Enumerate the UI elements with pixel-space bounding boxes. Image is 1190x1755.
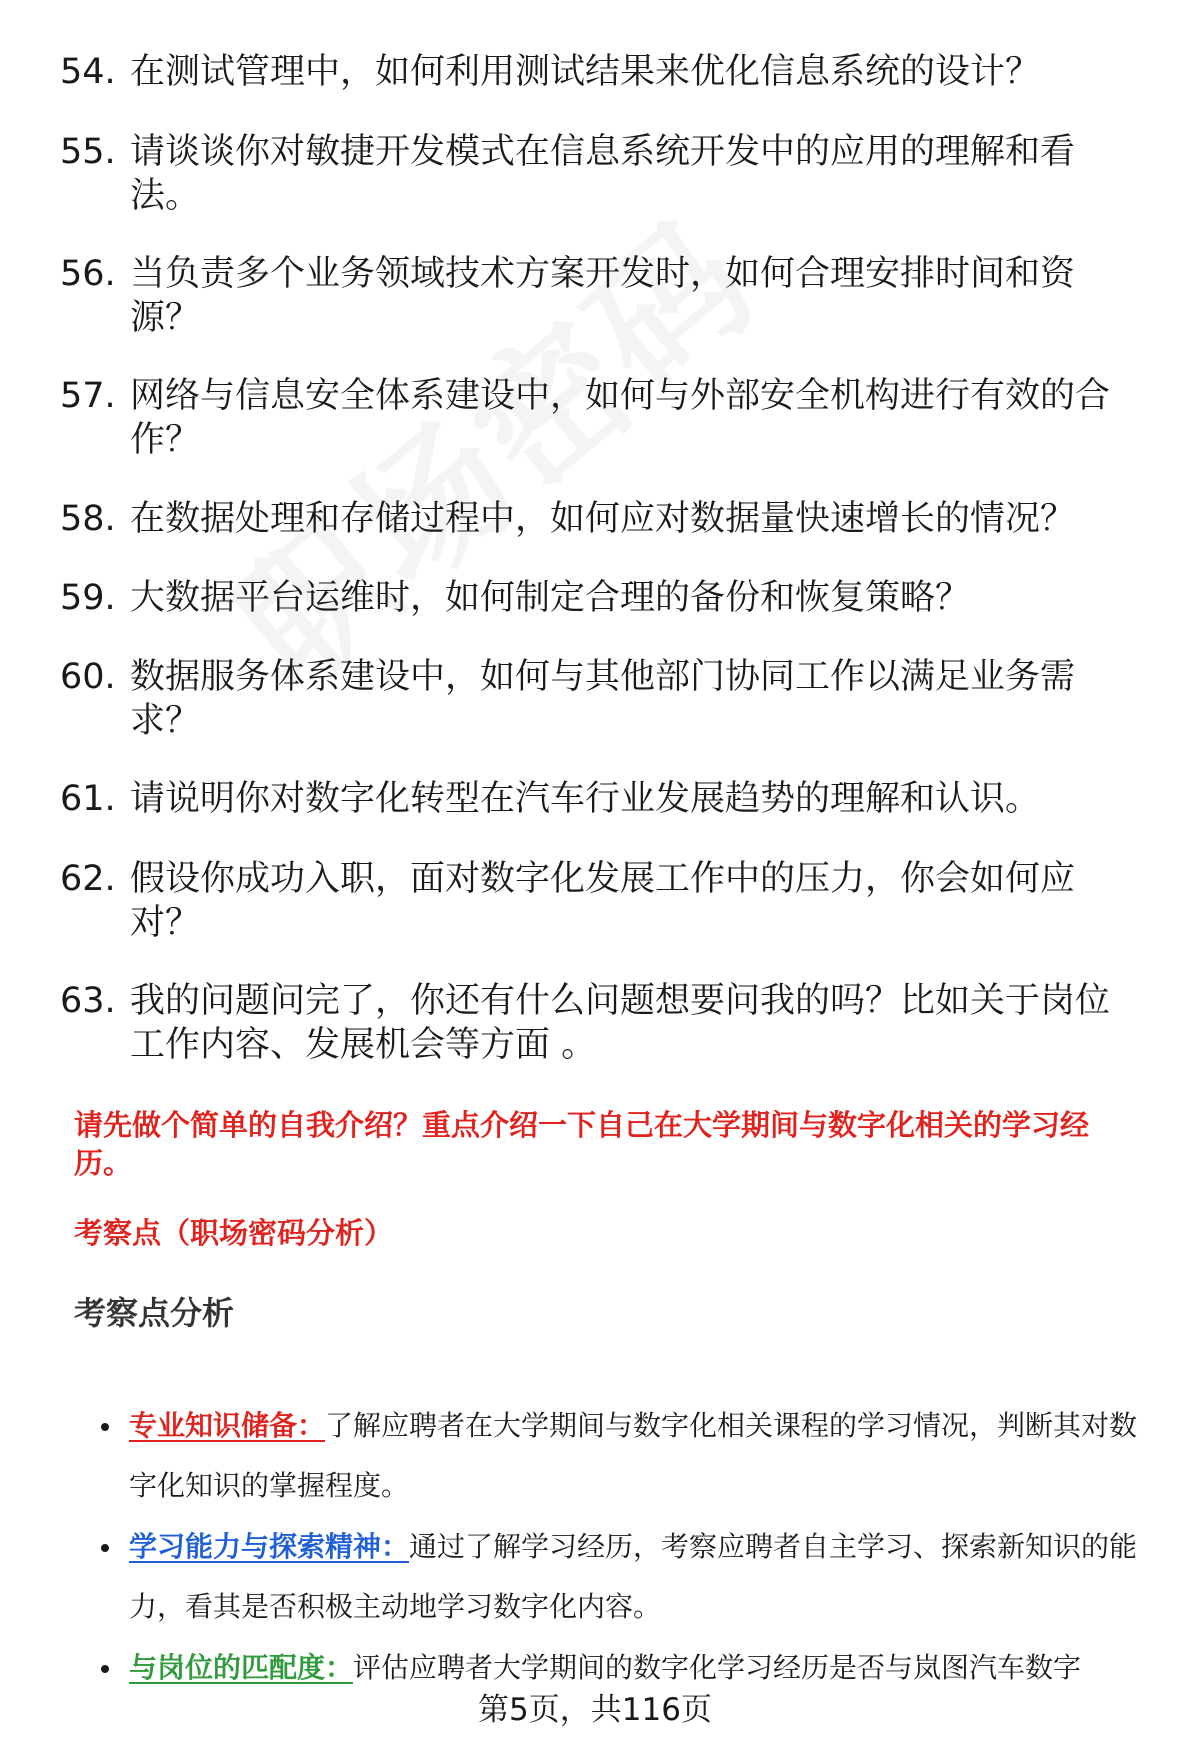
question-text: 假设你成功入职，面对数字化发展工作中的压力，你会如何应对？	[130, 859, 1076, 943]
question-number: 62.	[60, 859, 116, 899]
bullet-label: 专业知识储备：	[129, 1409, 326, 1442]
question-text: 网络与信息安全体系建设中，如何与外部安全机构进行有效的合作？	[130, 376, 1111, 460]
question-number: 60.	[60, 657, 116, 697]
question-item	[60, 857, 1140, 945]
assessment-subtitle: 考察点（职场密码分析）	[74, 1216, 394, 1250]
question-text: 大数据平台运维时，如何制定合理的备份和恢复策略？	[130, 578, 971, 618]
bullet-dot-icon	[101, 1544, 109, 1552]
question-number: 57.	[60, 376, 116, 416]
bullet-text: 评估应聘者大学期间的数字化学习经历是否与岚图汽车数字	[353, 1651, 1082, 1684]
question-item	[60, 777, 1140, 821]
question-item	[60, 497, 1140, 541]
question-text: 在数据处理和存储过程中，如何应对数据量快速增长的情况？	[130, 499, 1076, 539]
analysis-heading: 考察点分析	[74, 1294, 235, 1332]
question-number: 63.	[60, 981, 116, 1021]
question-text: 数据服务体系建设中，如何与其他部门协同工作以满足业务需求？	[130, 657, 1076, 741]
question-number: 55.	[60, 132, 116, 172]
question-text: 当负责多个业务领域技术方案开发时，如何合理安排时间和资源？	[130, 254, 1076, 338]
page-footer: 第5页，共116页	[478, 1692, 712, 1728]
bullet-text: 了解应聘者在大学期间与数字化相关课程的学习情况，判断其对数字化知识的掌握程度。	[129, 1409, 1138, 1502]
question-number: 56.	[60, 254, 116, 294]
question-number: 59.	[60, 578, 116, 618]
bullet-item	[129, 1517, 1159, 1637]
question-text: 在测试管理中，如何利用测试结果来优化信息系统的设计？	[130, 52, 1041, 92]
question-item	[60, 50, 1140, 94]
interview-question-title: 请先做个简单的自我介绍？重点介绍一下自己在大学期间与数字化相关的学习经历。	[74, 1108, 1090, 1180]
bullet-dot-icon	[101, 1423, 109, 1431]
question-item	[60, 252, 1140, 340]
question-item	[60, 655, 1140, 743]
question-text: 我的问题问完了，你还有什么问题想要问我的吗？比如关于岗位工作内容、发展机会等方面 。	[130, 981, 1111, 1065]
question-text: 请谈谈你对敏捷开发模式在信息系统开发中的应用的理解和看法。	[130, 132, 1076, 216]
question-number: 61.	[60, 779, 116, 819]
question-number: 58.	[60, 499, 116, 539]
bullet-label: 学习能力与探索精神：	[129, 1530, 410, 1563]
question-text: 请说明你对数字化转型在汽车行业发展趋势的理解和认识。	[130, 779, 1041, 819]
bullet-item	[129, 1638, 1159, 1698]
bullet-dot-icon	[101, 1665, 109, 1673]
bullet-item	[129, 1396, 1159, 1516]
question-item	[60, 130, 1140, 218]
bullet-label: 与岗位的匹配度：	[129, 1651, 354, 1684]
question-item	[60, 374, 1140, 462]
question-item	[60, 979, 1140, 1067]
bullet-text: 通过了解学习经历，考察应聘者自主学习、探索新知识的能力，看其是否积极主动地学习数字化内容。	[129, 1530, 1138, 1623]
question-item	[60, 576, 1140, 620]
question-number: 54.	[60, 52, 116, 92]
